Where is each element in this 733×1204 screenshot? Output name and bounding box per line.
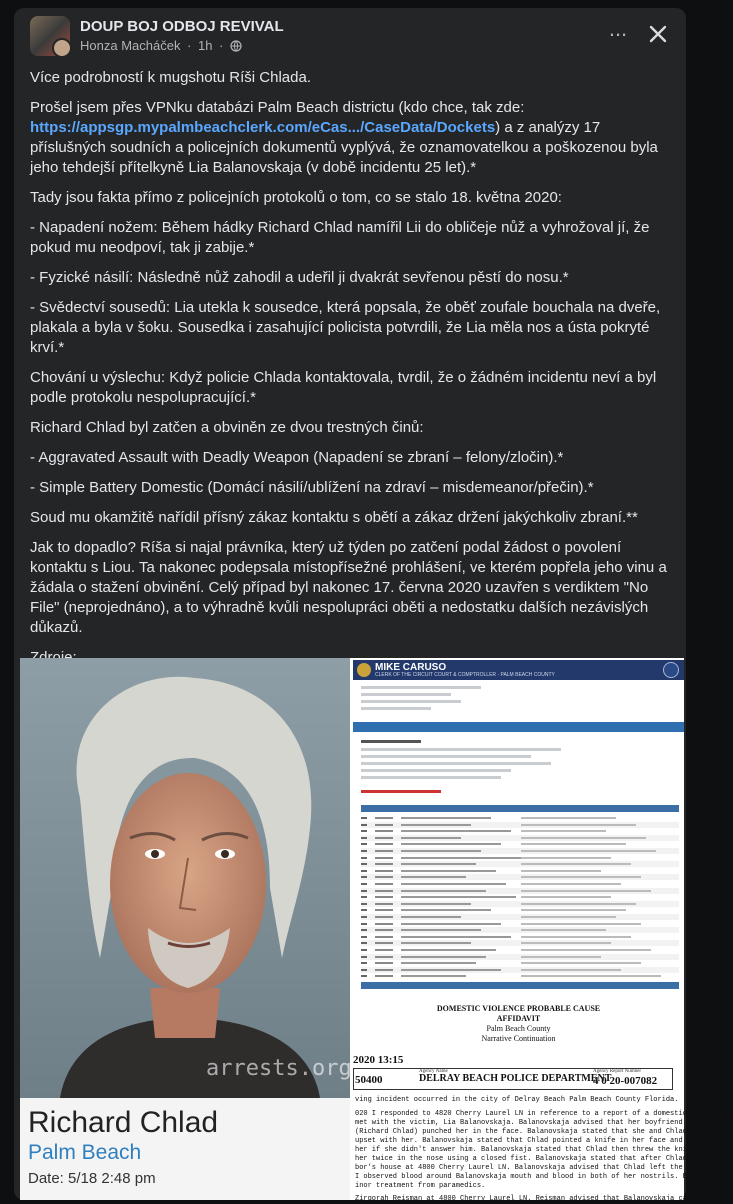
text-span: ) a z analýzy 17 příslušných soudních a policejních dokumentů vyplývá, že oznamovatelkou a poškozenou byla jeho tehdejší přítelkyně Lia Balanovskaja (v době incidentu 25 let).* <box>30 119 658 176</box>
docket-text-line <box>361 740 421 743</box>
docket-text-line <box>361 762 551 765</box>
docket-title: MIKE CARUSO <box>375 662 447 673</box>
agency-code: 50400 <box>355 1074 383 1086</box>
report-number: 4 0 20-007082 <box>593 1075 658 1087</box>
docket-row <box>361 954 679 960</box>
paragraph: Více podrobností k mugshotu Ríši Chlada. <box>30 69 311 86</box>
mugshot-date: Date: 5/18 2:48 pm <box>28 1170 156 1187</box>
affidavit-title-line: AFFIDAVIT <box>496 1014 541 1023</box>
clerk-logo <box>357 663 371 677</box>
post-media[interactable] <box>20 658 733 1203</box>
group-name-link[interactable]: DOUP BOJ ODBOJ REVIVAL <box>80 18 284 35</box>
paragraph: Chování u výslechu: Když policie Chlada kontaktovala, tvrdil, že o žádném incidentu neví a byl podle protokolu nespolupracující.* <box>30 369 657 406</box>
author-avatar[interactable] <box>52 38 72 58</box>
post-text <box>30 68 680 748</box>
post-meta <box>80 38 242 55</box>
post-time-link[interactable]: 1h <box>198 38 213 53</box>
docket-row <box>361 973 679 979</box>
docket-row <box>361 835 679 841</box>
narrative-line: (Richard Chlad) punched her in the face. Balanovskaja stated that she and Chlad had an a <box>355 1128 725 1136</box>
narrative-line: her twice in the nose using a closed fist. Balanovskaja stated that after Chlad hit he <box>355 1155 717 1163</box>
mugshot-image <box>20 658 350 1098</box>
narrative-line: 020 I responded to 4820 Cherry Laurel LN in reference to a report of a domestic battery. U <box>355 1110 733 1118</box>
text-span: Prošel jsem přes VPNku databázi Palm Beach districtu (kdo chce, tak zde: <box>30 99 525 116</box>
affidavit-title-line: DOMESTIC VIOLENCE PROBABLE CAUSE <box>436 1004 601 1013</box>
agency-department: DELRAY BEACH POLICE DEPARTMENT <box>419 1073 612 1084</box>
docket-header <box>353 660 684 680</box>
docket-row <box>361 888 679 894</box>
narrative-line: Zirgorah Reisman at 4800 Cherry Laurel LN. Reisman advised that Balanovskaja came to h <box>355 1195 717 1203</box>
paragraph: - Simple Battery Domestic (Domácí násilí/ublížení na zdraví – misdemeanor/přečin).* <box>30 479 594 496</box>
report-number-label: Agency Report Number <box>593 1069 642 1074</box>
paragraph: Richard Chlad byl zatčen a obviněn ze dvou trestných činů: <box>30 419 424 436</box>
globe-icon <box>230 40 242 55</box>
docket-text-line <box>361 755 531 758</box>
docket-subtitle: CLERK OF THE CIRCUIT COURT & COMPTROLLER · PALM BEACH COUNTY <box>375 672 555 678</box>
narrative-line: ving incident occurred in the city of Delray Beach Palm Beach County Florida. <box>355 1096 679 1104</box>
docket-text-line <box>361 686 481 689</box>
narrative-line: inor treatment from paramedics. <box>355 1182 486 1190</box>
docket-row <box>361 841 679 847</box>
more-options-button[interactable] <box>602 16 634 48</box>
docket-link[interactable]: https://appsgp.mypalmbeachclerk.com/eCas.../CaseData/Dockets <box>30 119 496 136</box>
group-avatar[interactable] <box>30 16 70 56</box>
affidavit-date: 2020 13:15 <box>353 1054 404 1066</box>
docket-row <box>361 822 679 828</box>
docket-row <box>361 815 679 821</box>
docket-table-footer <box>361 982 679 989</box>
docket-text-line <box>361 776 501 779</box>
watermark: arrests.org <box>206 1056 352 1081</box>
docket-row <box>361 881 679 887</box>
paragraph: Tady jsou fakta přímo z policejních protokolů o tom, co se stalo 18. května 2020: <box>30 189 562 206</box>
docket-row <box>361 874 679 880</box>
affidavit-section: Narrative Continuation <box>481 1034 556 1043</box>
docket-table-header <box>361 805 679 812</box>
meta-separator: · <box>219 38 224 53</box>
docket-row <box>361 861 679 867</box>
paragraph: Jak to dopadlo? Ríša si najal právníka, který už týden po zatčení podal žádost o povolení kontaktu s Liou. Ta nakonec podepsala místopřísežné prohlášení, ve kterém popřela jeho vinu a žádala o stažení obvinění. Celý případ byl nakonec 17. června 2020 uzavřen s verdiktem "No File" (neprojednáno), a to výhradně kvůli nespolupráci oběti a nedostatku dalších nezávislých důkazů. <box>30 539 667 636</box>
county-seal-icon <box>663 662 679 678</box>
docket-row <box>361 921 679 927</box>
more-dots-icon: ... <box>608 16 628 41</box>
docket-row <box>361 828 679 834</box>
docket-text-line <box>361 693 451 696</box>
affidavit-title <box>353 1004 684 1024</box>
close-button[interactable] <box>642 18 674 50</box>
docket-row <box>361 927 679 933</box>
docket-row <box>361 901 679 907</box>
author-name-link[interactable]: Honza Macháček <box>80 38 181 53</box>
docket-text-line <box>361 769 511 772</box>
paragraph: - Svědectví sousedů: Lia utekla k sousedce, která popsala, že oběť zoufale bouchala na dveře, plakala a byla v šoku. Sousedka i zasahující policista potvrdili, že Lia měla nos a ústa pokryté krví.* <box>30 299 661 356</box>
mugshot-location: Palm Beach <box>28 1141 142 1164</box>
close-icon <box>642 18 674 50</box>
paragraph: - Napadení nožem: Během hádky Richard Chlad namířil Lii do obličeje nůž a vyhrožoval jí, že pokud mu neodpoví, tak ji zabije.* <box>30 219 650 256</box>
affidavit-document[interactable] <box>353 996 733 1203</box>
docket-text-line <box>361 748 561 751</box>
docket-row <box>361 907 679 913</box>
docket-row <box>361 940 679 946</box>
narrative-line: her if she didn't answer him. Balanovskaja stated that Chlad then threw the knife on th <box>355 1146 721 1154</box>
docket-row <box>361 967 679 973</box>
docket-row <box>361 960 679 966</box>
narrative-line: met with the victim, Lia Balanovskaja. Balanovskaja advised that her boyfriend of two y <box>355 1119 721 1127</box>
affidavit-subtitle <box>353 1024 684 1044</box>
docket-row <box>361 848 679 854</box>
docket-text-line <box>361 790 441 793</box>
paragraph: - Aggravated Assault with Deadly Weapon (Napadení se zbraní – felony/zločin).* <box>30 449 564 466</box>
affidavit-county: Palm Beach County <box>486 1024 551 1033</box>
paragraph: - Fyzické násilí: Následně nůž zahodil a udeřil ji dvakrát sevřenou pěstí do nosu.* <box>30 269 569 286</box>
paragraph: Soud mu okamžitě nařídil přísný zákaz kontaktu s obětí a zákaz držení jakýchkoliv zbraní.** <box>30 509 638 526</box>
court-docket-screenshot[interactable] <box>353 660 684 990</box>
docket-nav-bar <box>353 722 684 732</box>
narrative-line: I observed blood around Balanovskaja mouth and blood in both of her nostrils. Bal <box>355 1173 696 1181</box>
docket-row <box>361 914 679 920</box>
docket-text-line <box>361 707 431 710</box>
facebook-post-card <box>14 8 733 1203</box>
docket-row <box>361 947 679 953</box>
narrative-line: upset with her. Balanovskaja stated that Chlad pointed a knife in her face and stated to <box>355 1137 725 1145</box>
docket-row <box>361 855 679 861</box>
post-header <box>14 8 686 60</box>
narrative-line: bor's house at 4800 Cherry Laurel LN. Balanovskaja advised that Chlad left the home after <box>355 1164 729 1172</box>
mugshot-name: Richard Chlad <box>28 1106 219 1139</box>
docket-text-line <box>361 700 461 703</box>
docket-row <box>361 934 679 940</box>
meta-separator: · <box>187 38 192 53</box>
docket-row <box>361 894 679 900</box>
agency-name-label: Agency Name <box>419 1069 448 1074</box>
paragraph <box>30 98 680 178</box>
mugshot-photo[interactable] <box>20 658 350 1098</box>
docket-row <box>361 868 679 874</box>
